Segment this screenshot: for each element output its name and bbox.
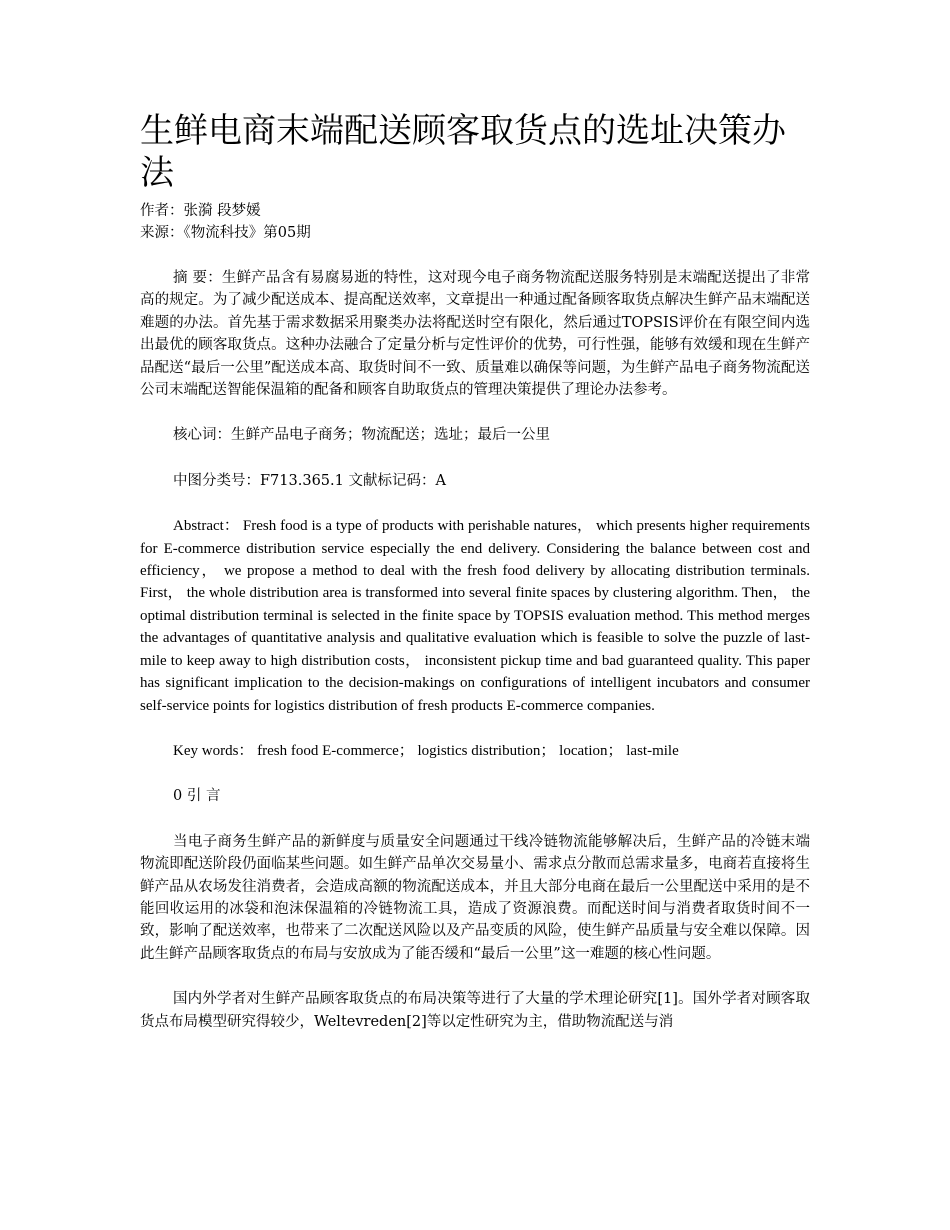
classification-line: 中图分类号：F713.365.1 文献标记码：A <box>173 472 446 489</box>
body-paragraph-1: 当电子商务生鲜产品的新鲜度与质量安全问题通过干线冷链物流能够解决后，生鲜产品的冷链末端物流即配送阶段仍面临某些问题。如生鲜产品单次交易量小、需求点分散而总需求量多，电商若直接将生鲜产品从农场发往消费者，会造成高额的物流配送成本，并且大部分电商在最后一公里配送中采用的是不能回收运用的冰袋和泡沫保温箱的冷链物流工具，造成了资源浪费。而配送时间与消费者取货时间不一致，影响了配送效率，也带来了二次配送风险以及产品变质的风险，使生鲜产品质量与安全难以保障。因此生鲜产品顾客取货点的布局与安放成为了能否缓和“最后一公里”这一难题的核心性问题。 <box>140 833 810 962</box>
abstract-english: Abstract： Fresh food is a type of products with perishable natures， which presents higher requirements for E-commerce distribution service especially the end delivery. Considering the balance between cost and efficiency， we propose a method to deal with the fresh food delivery by allocating distribution terminals. First， the whole distribution area is transformed into several finite spaces by clustering algorithm. Then， the optimal distribution terminal is selected in the finite space by TOPSIS evaluation method. This method merges the advantages of quantitative analysis and qualitative evaluation which is feasible to solve the puzzle of last-mile to keep away to high distribution costs， inconsistent pickup time and bad guaranteed quality. This paper has significant implication to the decision-makings on configurations of intelligent incubators and consumer self-service points for logistics distribution of fresh products E-commerce companies. <box>140 518 810 714</box>
abstract-chinese: 摘 要：生鲜产品含有易腐易逝的特性，这对现今电子商务物流配送服务特别是末端配送提出了非常高的规定。为了减少配送成本、提高配送效率，文章提出一种通过配备顾客取货点解决生鲜产品末端配送难题的办法。首先基于需求数据采用聚类办法将配送时空有限化，然后通过TOPSIS评价在有限空间内选出最优的顾客取货点。这种办法融合了定量分析与定性评价的优势，可行性强，能够有效缓和现在生鲜产品配送“最后一公里”配送成本高、取货时间不一致、质量难以确保等问题，为生鲜产品电子商务物流配送公司末端配送智能保温箱的配备和顾客自助取货点的管理决策提供了理论办法参考。 <box>140 270 810 399</box>
author-line: 作者：张漪 段梦媛 <box>140 203 261 219</box>
keywords-chinese: 核心词：生鲜产品电子商务；物流配送；选址；最后一公里 <box>173 427 550 444</box>
section-heading-introduction: 0 引 言 <box>173 788 221 805</box>
keywords-english: Key words： fresh food E-commerce； logistics distribution； location； last-mile <box>173 742 679 759</box>
article-title: 生鲜电商末端配送顾客取货点的选址决策办法 <box>140 111 786 193</box>
source-line: 来源：《物流科技》第05期 <box>140 225 311 241</box>
body-paragraph-2: 国内外学者对生鲜产品顾客取货点的布局决策等进行了大量的学术理论研究[1]。国外学者对顾客取货点布局模型研究得较少，Weltevreden[2]等以定性研究为主，借助物流配送与消 <box>140 991 810 1030</box>
